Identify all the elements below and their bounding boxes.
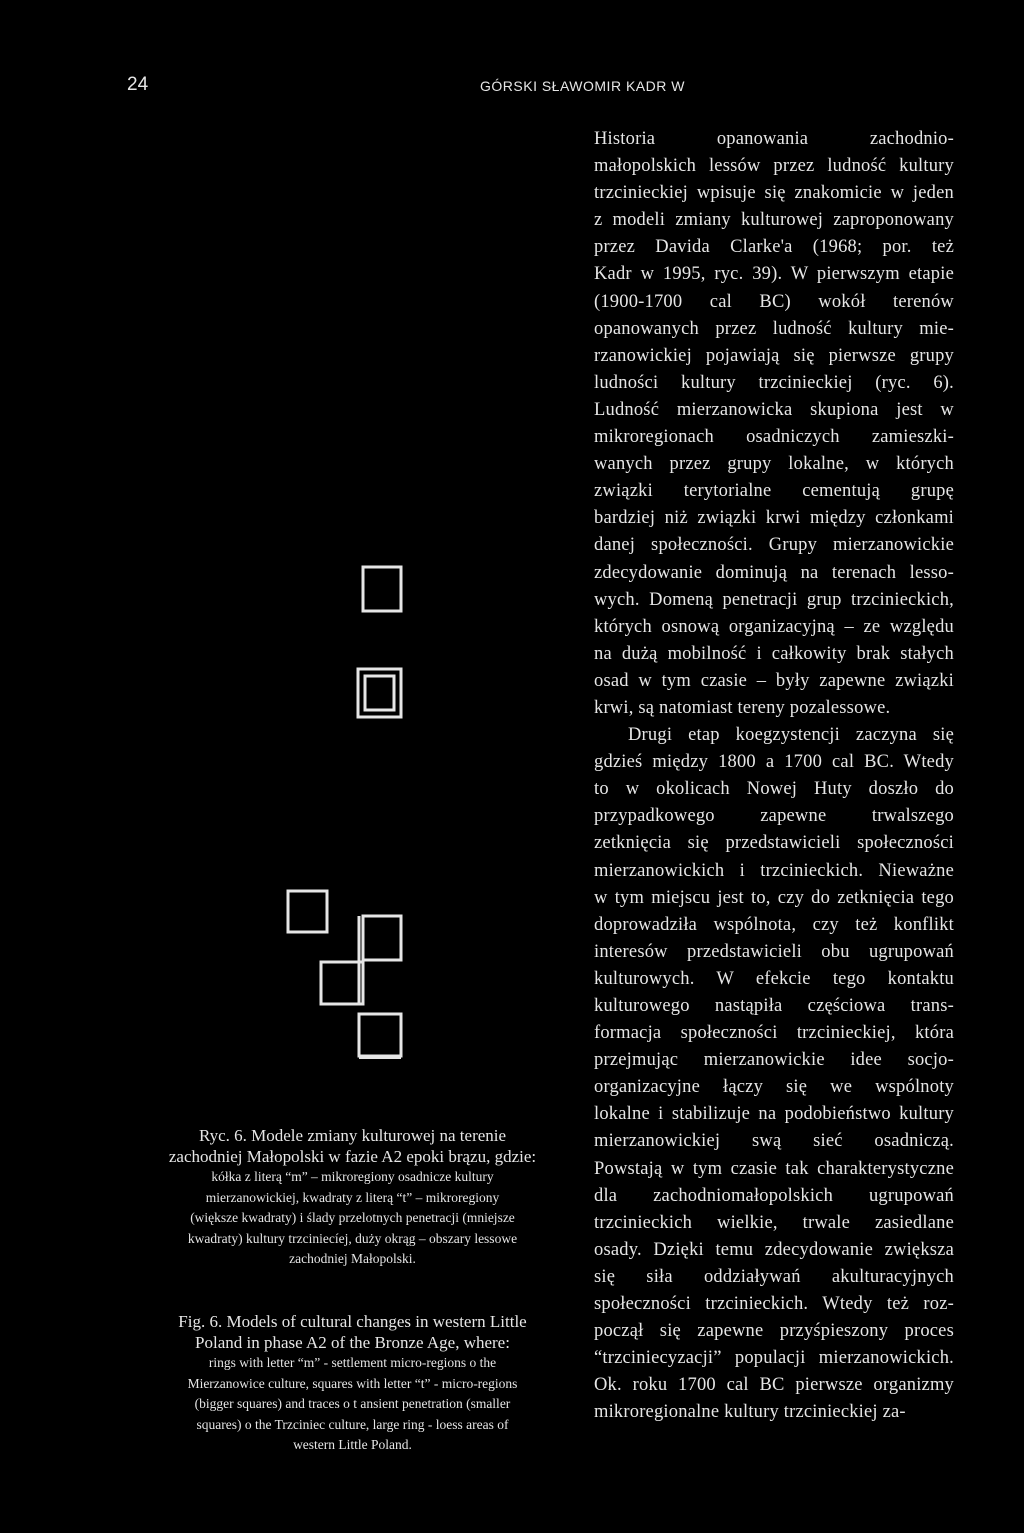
text-line: w tym miejscu jest to, czy do zetknięcia tego <box>594 887 954 908</box>
text-line: bardziej niż związki krwi między członkami <box>594 508 954 529</box>
caption-line: squares) o the Trzciniec culture, large ring - loess areas of <box>196 1416 509 1432</box>
text-line: Historia opanowania zachodnio- <box>594 129 954 149</box>
text-line: Kadr w 1995, ryc. 39). W pierwszym etapie <box>594 264 954 285</box>
text-line: wych. Domeną penetracji grup trzcinieckich, <box>594 589 954 610</box>
text-line: się siła oddziaływań akulturacyjnych <box>594 1266 954 1287</box>
double-square-inner <box>365 676 394 710</box>
text-line: opanowanych przez ludność kultury mie- <box>594 318 954 339</box>
text-line: począł się zapewne przyśpieszony proces <box>594 1321 954 1342</box>
text-line: rzanowickiej pojawiają się pierwsze grupy <box>594 345 954 366</box>
text-line: “trzciniecyzacji” populacji mierzanowickich. <box>594 1348 954 1369</box>
text-line: mikroregionach osadniczych zamieszki- <box>594 427 954 448</box>
text-line: doprowadziła wspólnota, czy też konflikt <box>594 914 954 935</box>
caption-line: Fig. 6. Models of cultural changes in western Little <box>178 1312 527 1331</box>
text-line: przez Davida Clarke'a (1968; por. też <box>594 237 954 258</box>
text-line: których osnową organizacyjną – ze względu <box>594 616 954 637</box>
text-line: lokalne i stabilizuje na podobieństwo kultury <box>594 1104 954 1125</box>
text-line: kulturowego nastąpiła częściowa trans- <box>594 996 954 1016</box>
text-line: społeczności trzcinieckich. Wtedy też roz- <box>594 1294 954 1315</box>
text-line: mikroregionalne kultury trzcinieckiej za- <box>594 1402 906 1423</box>
text-line: osady. Dzięki temu zdecydowanie zwiększa <box>594 1239 954 1260</box>
text-line: przypadkowego zapewne trwalszego <box>594 806 954 827</box>
cluster-square-right <box>363 916 401 960</box>
text-line: dla zachodniomałopolskich ugrupowań <box>594 1185 954 1206</box>
small-square-bottom <box>359 1014 401 1056</box>
text-line: to w okolicach Nowej Huty doszło do <box>594 779 954 800</box>
text-line: zetknięcia się przedstawicieli społeczności <box>594 833 954 854</box>
text-line: formacja społeczności trzcinieckiej, która <box>594 1023 954 1044</box>
text-line: organizacyjne łączy się we wspólnoty <box>594 1077 954 1098</box>
text-line: Ok. roku 1700 cal BC pierwsze organizmy <box>594 1375 954 1396</box>
text-line: trzcinieckiej wpisuje się znakomicie w jeden <box>594 183 954 204</box>
text-line: związki terytorialne cementują grupę <box>594 481 954 502</box>
caption-line: mierzanowickiej, kwadraty z literą “t” – mikroregiony <box>205 1189 500 1205</box>
text-line: (1900-1700 cal BC) wokół terenów <box>594 291 954 312</box>
caption-line: Mierzanowice culture, squares with letter “t” - micro-regions <box>187 1375 518 1391</box>
cluster-square-left <box>288 891 327 932</box>
page-number: 24 <box>127 74 149 95</box>
text-line: trzcinieckich wielkie, trwale zasiedlane <box>594 1212 954 1233</box>
text-line: małopolskich lessów przez ludność kultury <box>594 156 954 177</box>
caption-line: zachodniej Małopolski w fazie A2 epoki brązu, gdzie: <box>168 1146 537 1166</box>
text-line: zdecydowanie dominują na terenach lesso- <box>594 562 954 583</box>
text-line: mierzanowickich i trzcinieckich. Nieważne <box>594 860 954 881</box>
caption-line: (większe kwadraty) i ślady przelotnych penetracji (mniejsze <box>190 1210 515 1225</box>
body-text-column <box>594 126 954 1427</box>
caption-line: zachodniej Małopolski. <box>289 1251 416 1266</box>
caption-polish <box>140 1126 565 1270</box>
caption-line: Ryc. 6. Modele zmiany kulturowej na terenie <box>198 1126 507 1145</box>
text-line: danej społeczności. Grupy mierzanowickie <box>594 535 954 556</box>
caption-line: kwadraty) kultury trzciniecíej, duży okrąg – obszary lessowe <box>187 1230 518 1246</box>
text-line: z modeli zmiany kulturowej zaproponowany <box>594 210 954 231</box>
text-line: krwi, są natomiast tereny pozalessowe. <box>594 697 891 718</box>
text-line: osad w tym czasie – były zapewne związki <box>594 670 954 691</box>
text-line: Ludność mierzanowicka skupiona jest w <box>594 399 954 420</box>
text-line: interesów przedstawicieli obu ugrupowań <box>594 941 954 962</box>
text-line: na dużą mobilność i całkowity brak stałych <box>594 643 954 664</box>
text-line: Drugi etap koegzystencji zaczyna się <box>628 725 954 746</box>
text-line: wanych przez grupy lokalne, w których <box>594 454 954 475</box>
caption-line: Poland in phase A2 of the Bronze Age, where: <box>195 1332 510 1352</box>
paragraph-1 <box>594 126 954 722</box>
double-square-outer <box>358 669 401 717</box>
caption-line: western Little Poland. <box>293 1437 412 1452</box>
text-line: przejmując mierzanowickie idee socjo- <box>594 1050 954 1071</box>
caption-line: (bigger squares) and traces o t ansient penetration (smaller <box>194 1396 511 1411</box>
text-line: kulturowych. W efekcie tego kontaktu <box>594 968 954 989</box>
text-line: ludności kultury trzcinieckiej (ryc. 6). <box>594 372 954 393</box>
text-line: mierzanowickiej swą sieć osadniczą. <box>594 1131 954 1152</box>
caption-english <box>140 1312 565 1456</box>
small-square-1 <box>363 567 401 611</box>
paragraph-2 <box>594 722 954 1426</box>
text-line: Powstają w tym czasie tak charakterystyczne <box>594 1158 954 1179</box>
text-line: gdzieś między 1800 a 1700 cal BC. Wtedy <box>594 752 954 773</box>
caption-line: rings with letter “m” - settlement micro-regions o the <box>208 1355 497 1370</box>
caption-line: kółka z literą “m” – mikroregiony osadnicze kultury <box>211 1169 494 1184</box>
cluster-square-middle <box>321 962 363 1004</box>
running-head: GÓRSKI SŁAWOMIR KADR W <box>480 78 685 94</box>
